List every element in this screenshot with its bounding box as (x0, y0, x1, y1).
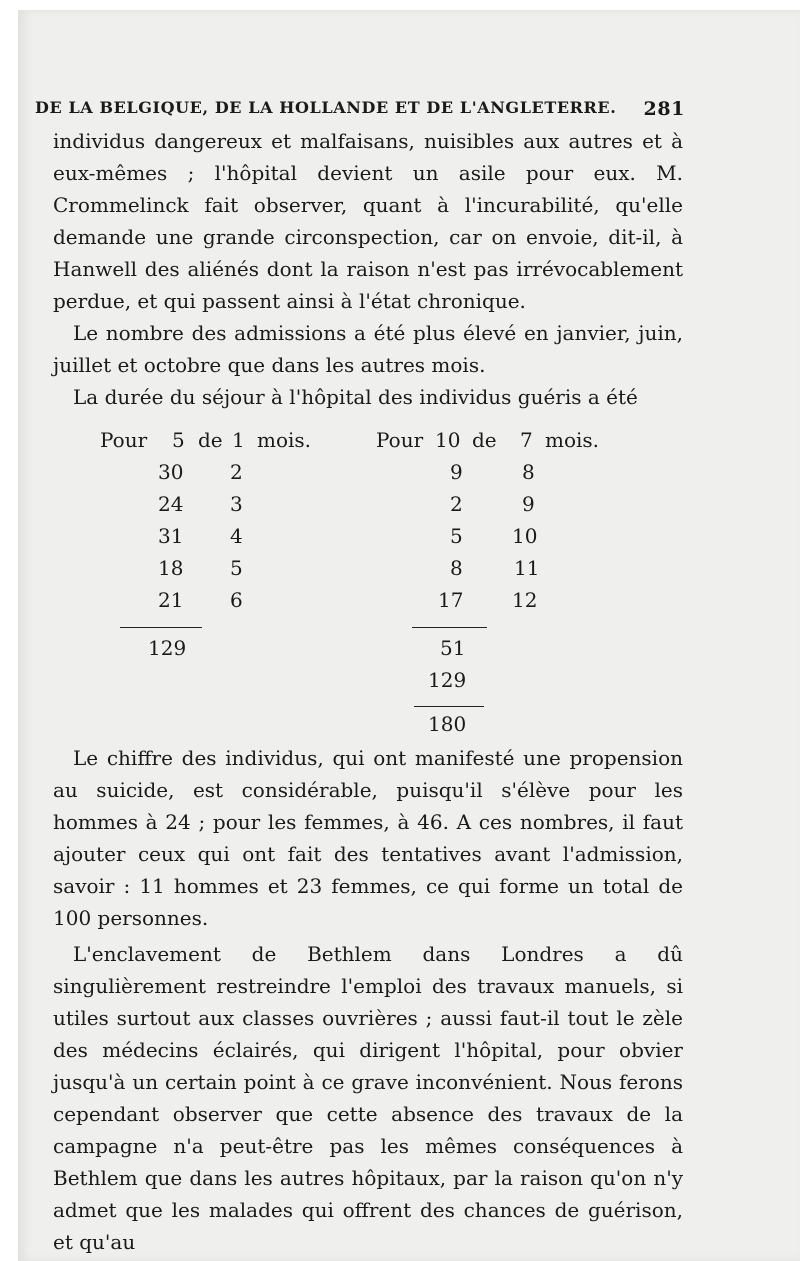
right-carried: 129 (428, 668, 467, 692)
running-title: DE LA BELGIQUE, DE LA HOLLANDE ET DE L'ANGLETERRE. (35, 98, 617, 117)
right-header-count: 10 (435, 428, 461, 452)
paragraph-continued: individus dangereux et malfaisans, nuisibles aux autres et à eux-mêmes ; l'hôpital devient un asile pour eux. M. Crommelinck fait observer, quant à l'incurabilité, qu'elle demande une grande circonspection, car on envoie, dit-il, à Hanwell des aliénés dont la raison n'est pas irrévocablement perdue, et qui passent ainsi à l'état chronique. (53, 129, 683, 313)
right-header-pour: Pour (376, 428, 424, 452)
left-row-2-month: 3 (230, 492, 243, 516)
body-text-top (53, 125, 683, 413)
left-row-5-month: 6 (230, 588, 243, 612)
left-header-pour: Pour (100, 428, 148, 452)
right-row-2-month: 9 (522, 492, 535, 516)
left-row-1-count: 30 (158, 460, 184, 484)
left-row-5-count: 21 (158, 588, 184, 612)
right-row-3-month: 10 (512, 524, 538, 548)
left-row-3-month: 4 (230, 524, 243, 548)
paragraph-bethlem: L'enclavement de Bethlem dans Londres a dû singulièrement restreindre l'emploi des travaux manuels, si utiles surtout aux classes ouvrières ; aussi faut-il tout le zèle des médecins éclairés, qui dirigent l'hôpital, pour obvier jusqu'à un certain point à ce grave inconvénient. Nous ferons cependant observer que cette absence des travaux de la campagne n'a peut-être pas les mêmes conséquences à Bethlem que dans les autres hôpitaux, par la raison qu'on n'y admet que les malades qui offrent des chances de guérison, et qu'au (53, 942, 683, 1254)
left-row-1-month: 2 (230, 460, 243, 484)
page-number: 281 (643, 98, 685, 120)
grand-total-rule (414, 706, 484, 707)
left-sum-rule (120, 627, 202, 628)
right-row-1-count: 9 (450, 460, 463, 484)
right-row-4-count: 8 (450, 556, 463, 580)
left-header-count: 5 (172, 428, 185, 452)
right-row-2-count: 2 (450, 492, 463, 516)
paragraph-duration-intro: La durée du séjour à l'hôpital des individus guéris a été (73, 385, 638, 409)
left-total: 129 (148, 636, 187, 660)
left-header-de: de (198, 428, 223, 452)
left-row-2-count: 24 (158, 492, 184, 516)
paragraph-admissions: Le nombre des admissions a été plus élevé en janvier, juin, juillet et octobre que dans les autres mois. (53, 321, 683, 377)
body-text-bottom (53, 742, 683, 1258)
left-header-mois: mois. (257, 428, 312, 452)
right-subtotal: 51 (440, 636, 466, 660)
right-row-5-count: 17 (438, 588, 464, 612)
right-header-month: 7 (520, 428, 533, 452)
right-row-5-month: 12 (512, 588, 538, 612)
paragraph-suicide: Le chiffre des individus, qui ont manifesté une propension au suicide, est considérable, puisqu'il s'élève pour les hommes à 24 ; pour les femmes, à 46. A ces nombres, il faut ajouter ceux qui ont fait des tentatives avant l'admission, savoir : 11 hommes et 23 femmes, ce qui forme un total de 100 personnes. (53, 746, 683, 930)
right-row-3-count: 5 (450, 524, 463, 548)
left-header-month: 1 (232, 428, 245, 452)
grand-total: 180 (428, 712, 467, 736)
right-header-de: de (472, 428, 497, 452)
right-row-1-month: 8 (522, 460, 535, 484)
page-header (35, 98, 685, 120)
left-row-4-month: 5 (230, 556, 243, 580)
left-row-3-count: 31 (158, 524, 184, 548)
right-header-mois: mois. (545, 428, 600, 452)
right-sum-rule (412, 627, 487, 628)
left-row-4-count: 18 (158, 556, 184, 580)
right-row-4-month: 11 (514, 556, 540, 580)
